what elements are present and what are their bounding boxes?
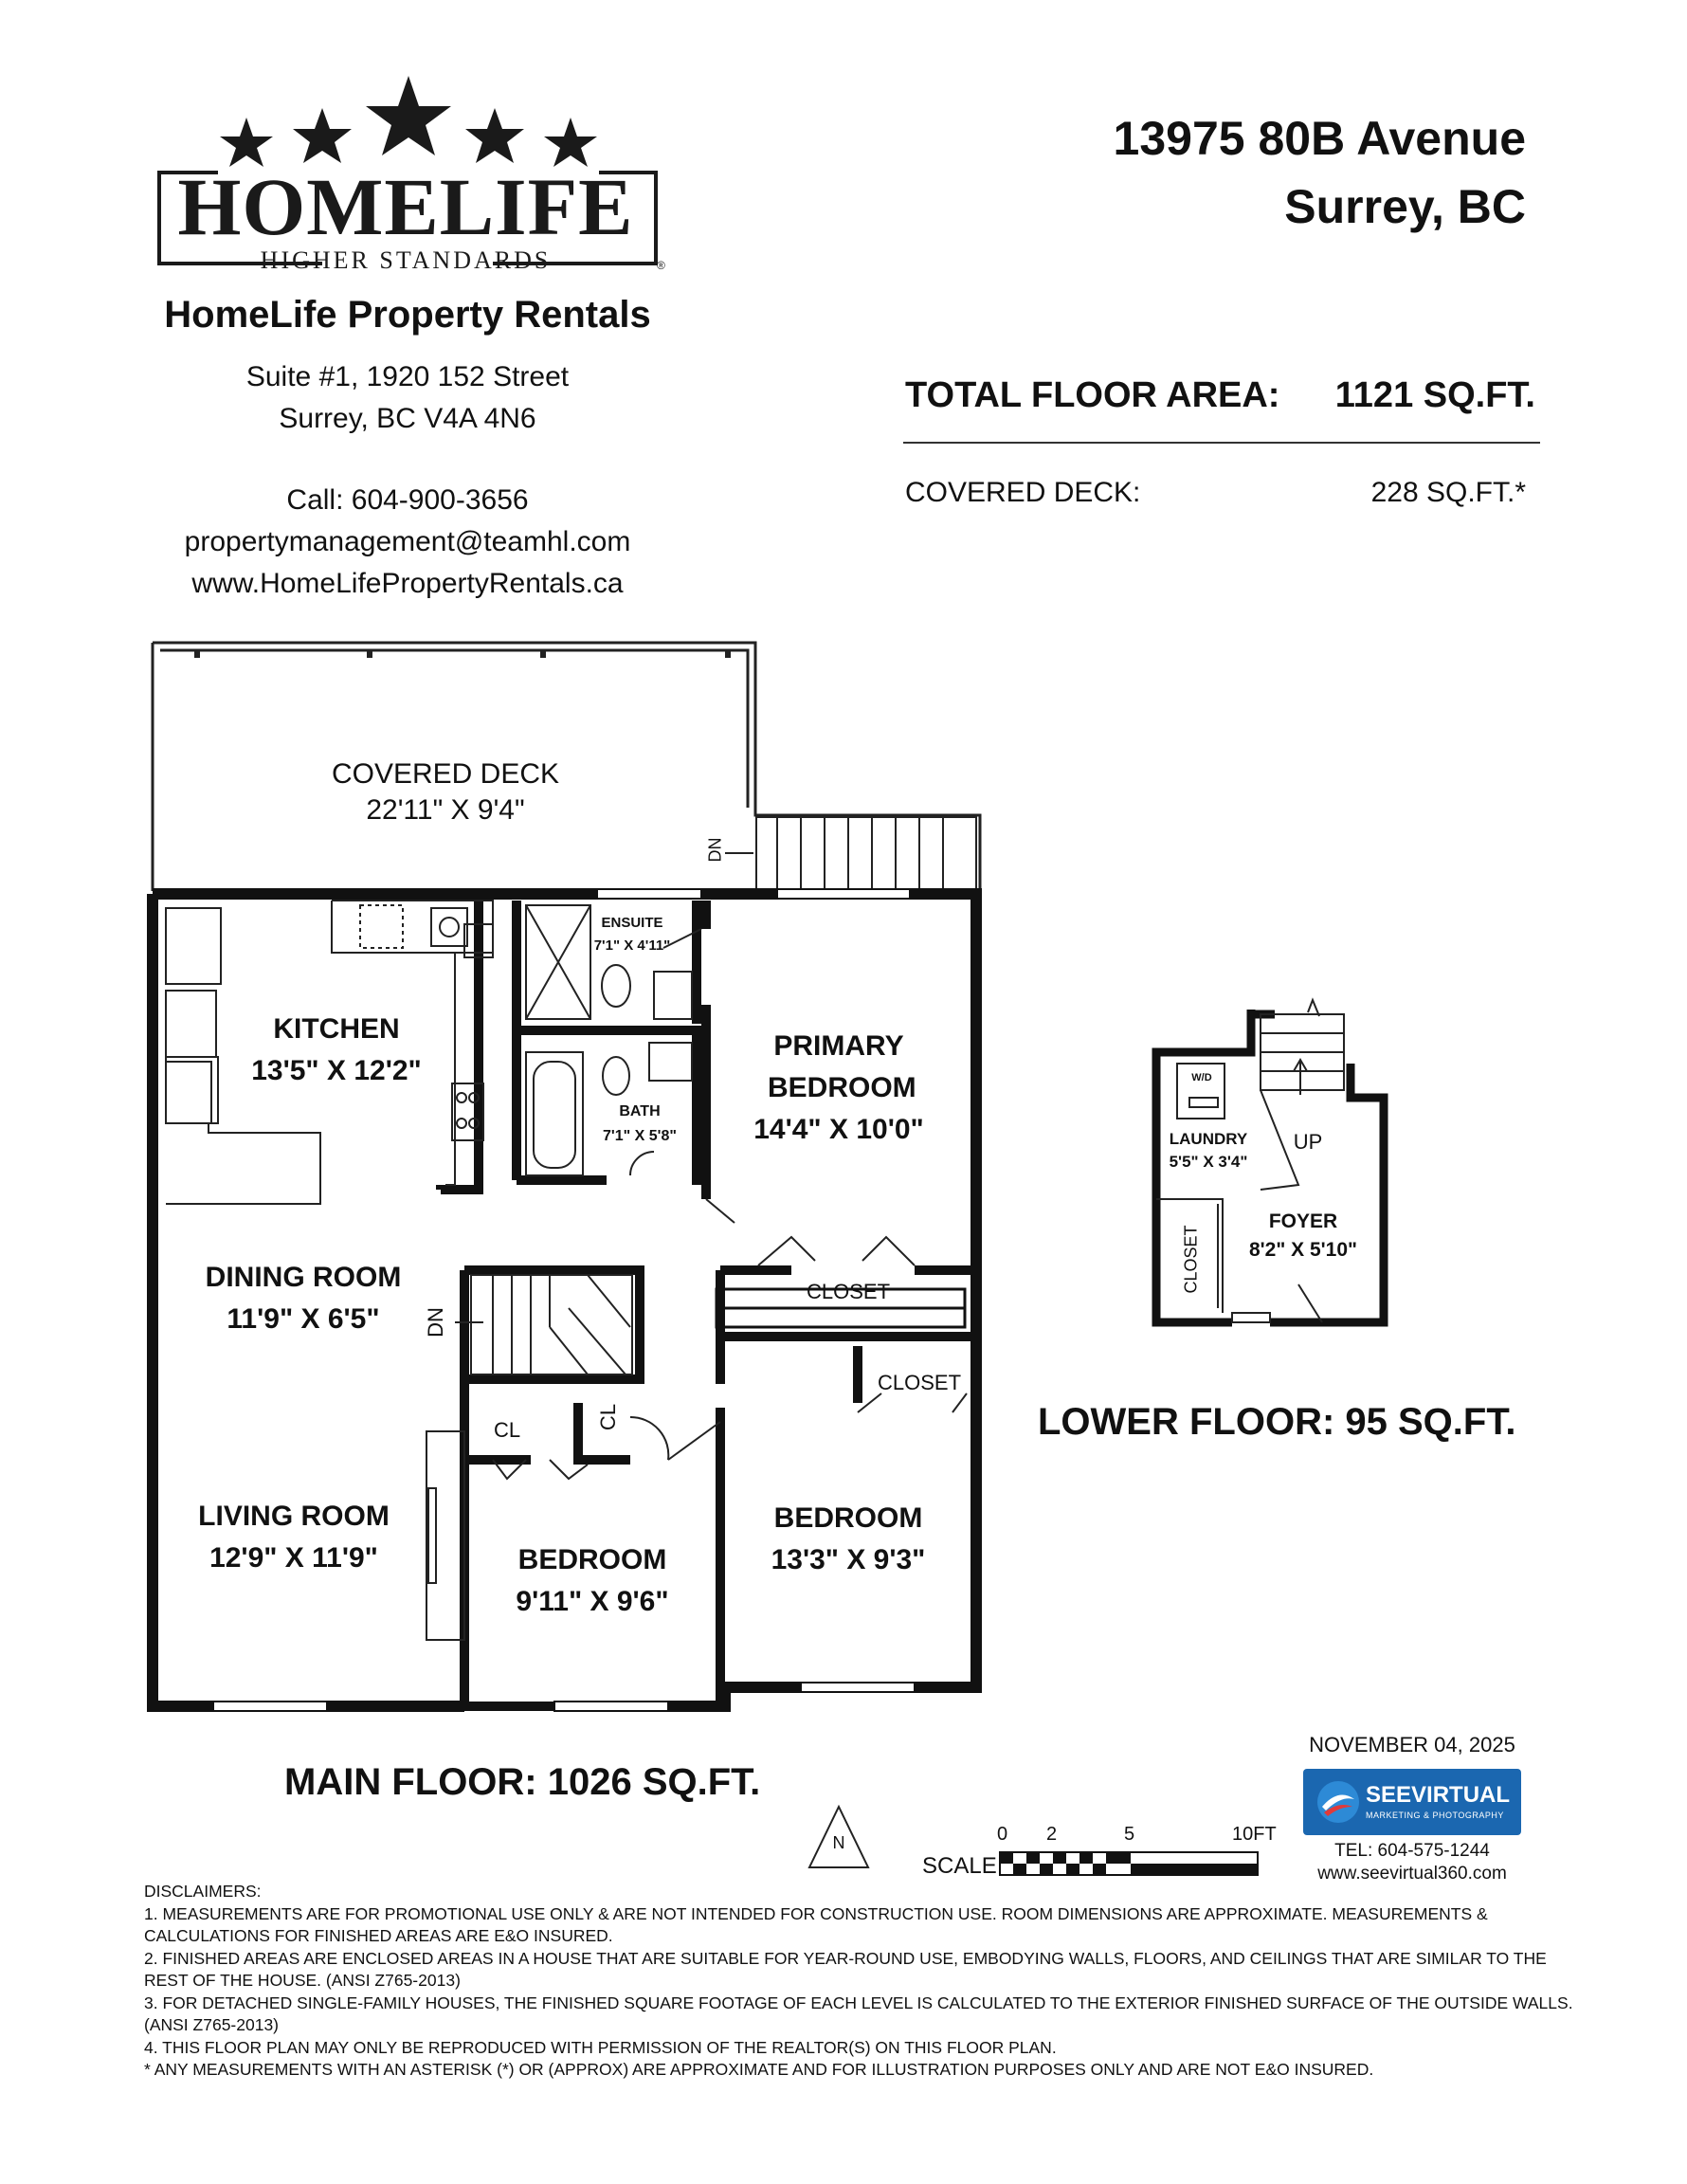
disclaimer-heading: DISCLAIMERS:: [144, 1882, 262, 1901]
disclaimer-item: 3. FOR DETACHED SINGLE-FAMILY HOUSES, THE FINISHED SQUARE FOOTAGE OF EACH LEVEL IS CALCULATED TO THE EXTERIOR FINISHED SURFACE OF THE OUTSIDE WALLS. (ANSI Z765-2013): [144, 1993, 1573, 2034]
room-laundry-size: 5'5" X 3'4": [1169, 1153, 1248, 1171]
closet-bedroom-2-label: CL: [493, 1418, 521, 1442]
room-bedroom-3-size: 13'3" X 9'3": [771, 1544, 926, 1575]
room-foyer-name: FOYER: [1268, 1210, 1338, 1232]
company-name: HomeLife Property Rentals: [164, 294, 651, 336]
room-kitchen: [218, 1009, 455, 1092]
room-bedroom-2: [483, 1539, 701, 1623]
room-bedroom-2-name: BEDROOM: [517, 1544, 667, 1575]
room-ensuite: [585, 912, 680, 957]
disclaimers: [144, 1881, 1585, 2082]
property-city: Surrey, BC: [1284, 180, 1526, 233]
scale-tick-0: 0: [997, 1824, 1008, 1845]
closet-bedroom-3-label: CLOSET: [877, 1371, 962, 1394]
room-bedroom-3-name: BEDROOM: [773, 1502, 923, 1534]
room-covered-deck: [265, 756, 626, 828]
scale-bar: [1000, 1850, 1261, 1879]
deck-stairs-down-label: DN: [705, 837, 725, 863]
room-bath-name: BATH: [619, 1103, 661, 1119]
covered-deck-area-value: 228 SQ.FT.*: [1370, 477, 1526, 508]
lower-closet-label: CLOSET: [1181, 1225, 1201, 1294]
room-bath-size: 7'1" X 5'8": [603, 1128, 677, 1144]
seevirtual-swirl-icon: [1315, 1778, 1362, 1826]
scale-tick-2: 2: [1046, 1824, 1058, 1845]
scale-tick-5: 5: [1124, 1824, 1135, 1845]
stairs-up-label: UP: [1293, 1130, 1323, 1154]
closet-primary-label: CLOSET: [806, 1280, 891, 1303]
total-floor-area-value: 1121 SQ.FT.: [1334, 375, 1535, 415]
room-foyer: [1237, 1208, 1370, 1265]
room-kitchen-size: 13'5" X 12'2": [251, 1055, 422, 1086]
room-bedroom-3: [739, 1498, 957, 1581]
property-street: 13975 80B Avenue: [1113, 112, 1526, 165]
total-floor-area-label: TOTAL FLOOR AREA:: [905, 375, 1280, 415]
room-laundry-name: LAUNDRY: [1169, 1130, 1248, 1148]
room-covered-deck-size: 22'11" X 9'4": [366, 794, 525, 826]
brand-tagline: HIGHER STANDARDS: [260, 246, 552, 274]
scale-tick-10: 10FT: [1232, 1824, 1277, 1845]
north-label: N: [832, 1833, 845, 1852]
covered-deck-area-label: COVERED DECK:: [905, 477, 1141, 508]
company-website[interactable]: www.HomeLifePropertyRentals.ca: [191, 568, 624, 599]
scale-label: SCALE: [922, 1853, 997, 1879]
main-floor-total: MAIN FLOOR: 1026 SQ.FT.: [284, 1761, 761, 1803]
disclaimer-item: 1. MEASUREMENTS ARE FOR PROMOTIONAL USE ONLY & ARE NOT INTENDED FOR CONSTRUCTION USE. ROOM DIMENSIONS ARE APPROXIMATE. MEASUREMENTS & CALCULATIONS FOR FINISHED AREAS ARE E&O INSURED.: [144, 1903, 1488, 1945]
seevirtual-sub: MARKETING & PHOTOGRAPHY: [1366, 1811, 1504, 1820]
disclaimer-item: 4. THIS FLOOR PLAN MAY ONLY BE REPRODUCED WITH PERMISSION OF THE REALTOR(S) ON THIS FLOOR PLAN.: [144, 2037, 1057, 2057]
divider: [903, 442, 1540, 444]
disclaimer-item: 2. FINISHED AREAS ARE ENCLOSED AREAS IN A HOUSE THAT ARE SUITABLE FOR YEAR-ROUND USE, EMBODYING WALLS, FLOORS, AND CEILINGS THAT ARE SIMILAR TO THE REST OF THE HOUSE. (ANSI Z765-2013): [144, 1948, 1547, 1990]
company-email[interactable]: propertymanagement@teamhl.com: [184, 526, 631, 557]
room-kitchen-name: KITCHEN: [273, 1013, 400, 1045]
brand-block: [159, 140, 652, 274]
room-laundry: [1161, 1128, 1256, 1174]
room-bath: [592, 1100, 687, 1149]
company-address-line2: Surrey, BC V4A 4N6: [279, 403, 536, 434]
brand-name: HOMELIFE: [177, 161, 634, 252]
seevirtual-web[interactable]: www.seevirtual360.com: [1317, 1864, 1507, 1884]
covered-deck-area-row: [905, 477, 1526, 509]
room-dining-room: [180, 1257, 426, 1340]
room-dining-room-name: DINING ROOM: [205, 1262, 402, 1293]
room-living-room: [171, 1496, 417, 1579]
room-covered-deck-name: COVERED DECK: [331, 758, 560, 790]
company-phone: Call: 604-900-3656: [286, 484, 529, 516]
closet-hall-label: CL: [596, 1403, 620, 1431]
logo-registered-mark: ®: [657, 259, 665, 272]
lower-floor-total: LOWER FLOOR: 95 SQ.FT.: [1038, 1401, 1516, 1443]
room-primary-bedroom-name: PRIMARY BEDROOM: [768, 1030, 916, 1103]
washer-dryer-label: W/D: [1191, 1072, 1212, 1083]
total-floor-area-row: [905, 375, 1535, 416]
room-foyer-size: 8'2" X 5'10": [1249, 1239, 1357, 1261]
plan-date: NOVEMBER 04, 2025: [1309, 1733, 1515, 1756]
room-living-room-size: 12'9" X 11'9": [209, 1542, 378, 1574]
company-address-line1: Suite #1, 1920 152 Street: [245, 361, 570, 392]
room-primary-bedroom-size: 14'4" X 10'0": [753, 1114, 924, 1145]
room-bedroom-2-size: 9'11" X 9'6": [516, 1586, 669, 1617]
room-dining-room-size: 11'9" X 6'5": [227, 1303, 380, 1335]
room-primary-bedroom: [739, 1026, 938, 1151]
room-living-room-name: LIVING ROOM: [198, 1501, 390, 1532]
seevirtual-logo: [1303, 1769, 1521, 1835]
room-ensuite-name: ENSUITE: [601, 915, 663, 931]
stairs-down-label: DN: [424, 1307, 447, 1338]
seevirtual-name: SEEVIRTUAL: [1366, 1782, 1511, 1808]
room-ensuite-size: 7'1" X 4'11": [593, 937, 671, 954]
seevirtual-tel: TEL: 604-575-1244: [1334, 1841, 1490, 1861]
disclaimer-item: * ANY MEASUREMENTS WITH AN ASTERISK (*) OR (APPROX) ARE APPROXIMATE AND FOR ILLUSTRATION PURPOSES ONLY AND ARE NOT E&O INSURED.: [144, 2060, 1374, 2079]
